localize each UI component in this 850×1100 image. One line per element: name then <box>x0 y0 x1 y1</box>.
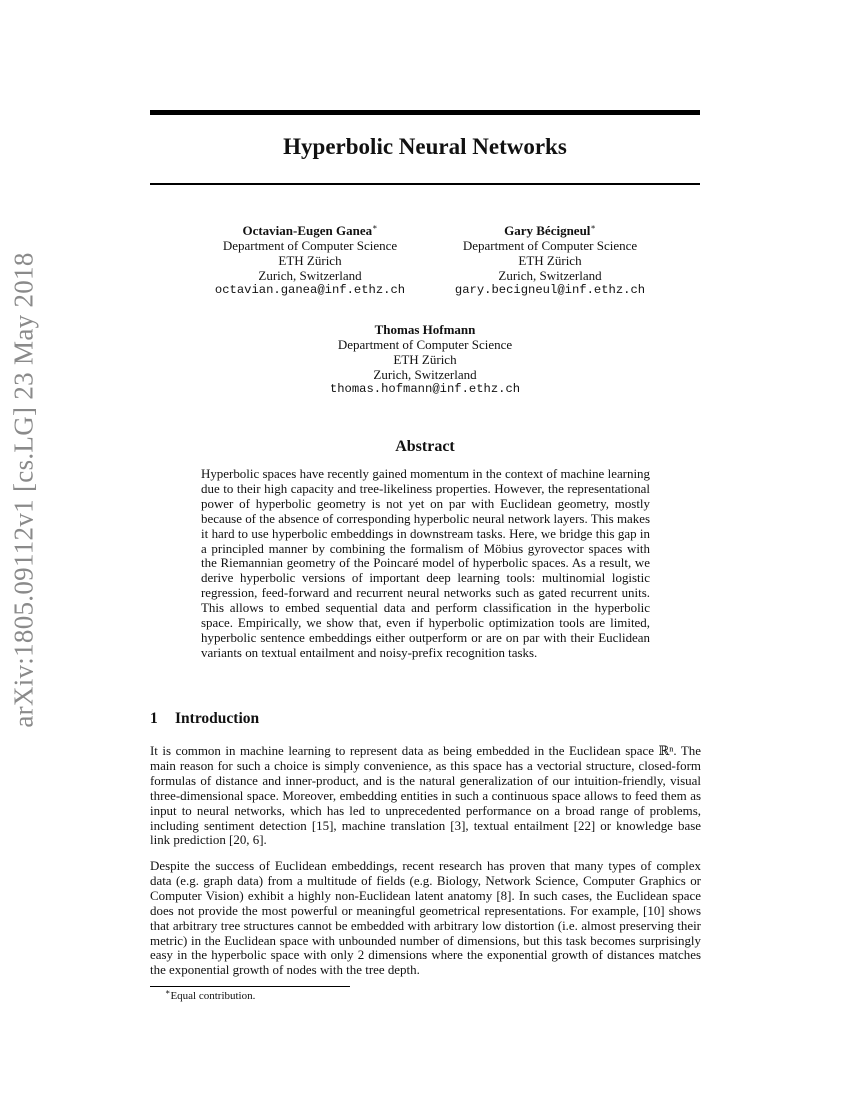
author-location: Zurich, Switzerland <box>498 268 602 283</box>
author-department: Department of Computer Science <box>337 337 513 352</box>
author-location: Zurich, Switzerland <box>373 367 477 382</box>
abstract-text: Hyperbolic spaces have recently gained momentum in the context of machine learning due to their high capacity and tree-likeliness properties. However, the representational power of hyperbolic geometry is not yet on par with Euclidean geometry, mostly because of the absence of corresponding hyperbolic neural network layers. This makes it hard to use hyperbolic embeddings in downstream tasks. Here, we bridge this gap in a principled manner by combining the formalism of Möbius gyrovector spaces with the Riemannian geometry of the Poincaré model of hyperbolic spaces. As a result, we derive hyperbolic versions of important deep learning tools: multinomial logistic regression, feed-forward and recurrent neural networks such as gated recurrent units. This allows to embed sequential data and perform classification in the hyperbolic space. Empirically, we show that, even if hyperbolic optimization tools are limited, hyperbolic sentence embeddings either outperform or are on par with their Euclidean variants on textual entailment and noisy-prefix recognition tasks. <box>201 466 650 660</box>
footnote-mark: ∗ <box>165 987 171 997</box>
author-name: Octavian-Eugen Ganea∗ <box>242 222 378 238</box>
author-institution: ETH Zürich <box>518 253 582 268</box>
arxiv-identifier: arXiv:1805.09112v1 [cs.LG] 23 May 2018 <box>8 252 39 728</box>
section-heading <box>150 710 259 728</box>
author-block <box>295 322 555 397</box>
footnote-text: Equal contribution. <box>170 990 256 1002</box>
author-block <box>180 223 440 298</box>
footnote-rule <box>150 986 350 987</box>
author-block <box>420 223 680 298</box>
paper-title: Hyperbolic Neural Networks <box>283 134 567 159</box>
author-department: Department of Computer Science <box>462 238 638 253</box>
author-name: Thomas Hofmann <box>374 322 476 337</box>
title-rule-bottom <box>150 183 700 185</box>
title-rule-top <box>150 110 700 115</box>
equal-contribution-mark: ∗ <box>372 222 378 232</box>
author-name: Gary Bécigneul∗ <box>504 222 596 238</box>
body-paragraph: It is common in machine learning to represent data as being embedded in the Euclidean space ℝⁿ. The main reason for such a choice is simply convenience, as this space has a vectorial structure, closed-form formulas of distance and inner-product, and is the natural generalization of our intuition-friendly, visual three-dimensional space. Moreover, embedding entities in such a continuous space allows to feed them as input to neural networks, which has led to unprecedented performance on a broad range of problems, including sentiment detection [15], machine translation [3], textual entailment [22] or knowledge base link prediction [20, 6]. <box>150 743 701 848</box>
section-number: 1 <box>150 710 158 727</box>
author-department: Department of Computer Science <box>222 238 398 253</box>
abstract-heading: Abstract <box>395 438 455 455</box>
author-location: Zurich, Switzerland <box>258 268 362 283</box>
author-email: gary.becigneul@inf.ethz.ch <box>454 283 646 297</box>
body-paragraph: Despite the success of Euclidean embeddings, recent research has proven that many types of complex data (e.g. graph data) from a multitude of fields (e.g. Biology, Network Science, Computer Graphics or Computer Vision) exhibit a highly non-Euclidean latent anatomy [8]. In such cases, the Euclidean space does not provide the most powerful or meaningful geometrical representations. For example, [10] shows that arbitrary tree structures cannot be embedded with arbitrary low distortion (i.e. almost preserving their metric) in the Euclidean space with unbounded number of dimensions, but this task becomes surprisingly easy in the hyperbolic space with only 2 dimensions where the exponential growth of distances matches the exponential growth of nodes with the tree depth. <box>150 858 701 978</box>
footnote <box>165 987 256 1002</box>
author-institution: ETH Zürich <box>278 253 342 268</box>
author-email: thomas.hofmann@inf.ethz.ch <box>329 382 521 396</box>
section-title: Introduction <box>175 710 260 727</box>
author-institution: ETH Zürich <box>393 352 457 367</box>
equal-contribution-mark: ∗ <box>590 222 596 232</box>
author-email: octavian.ganea@inf.ethz.ch <box>214 283 406 297</box>
